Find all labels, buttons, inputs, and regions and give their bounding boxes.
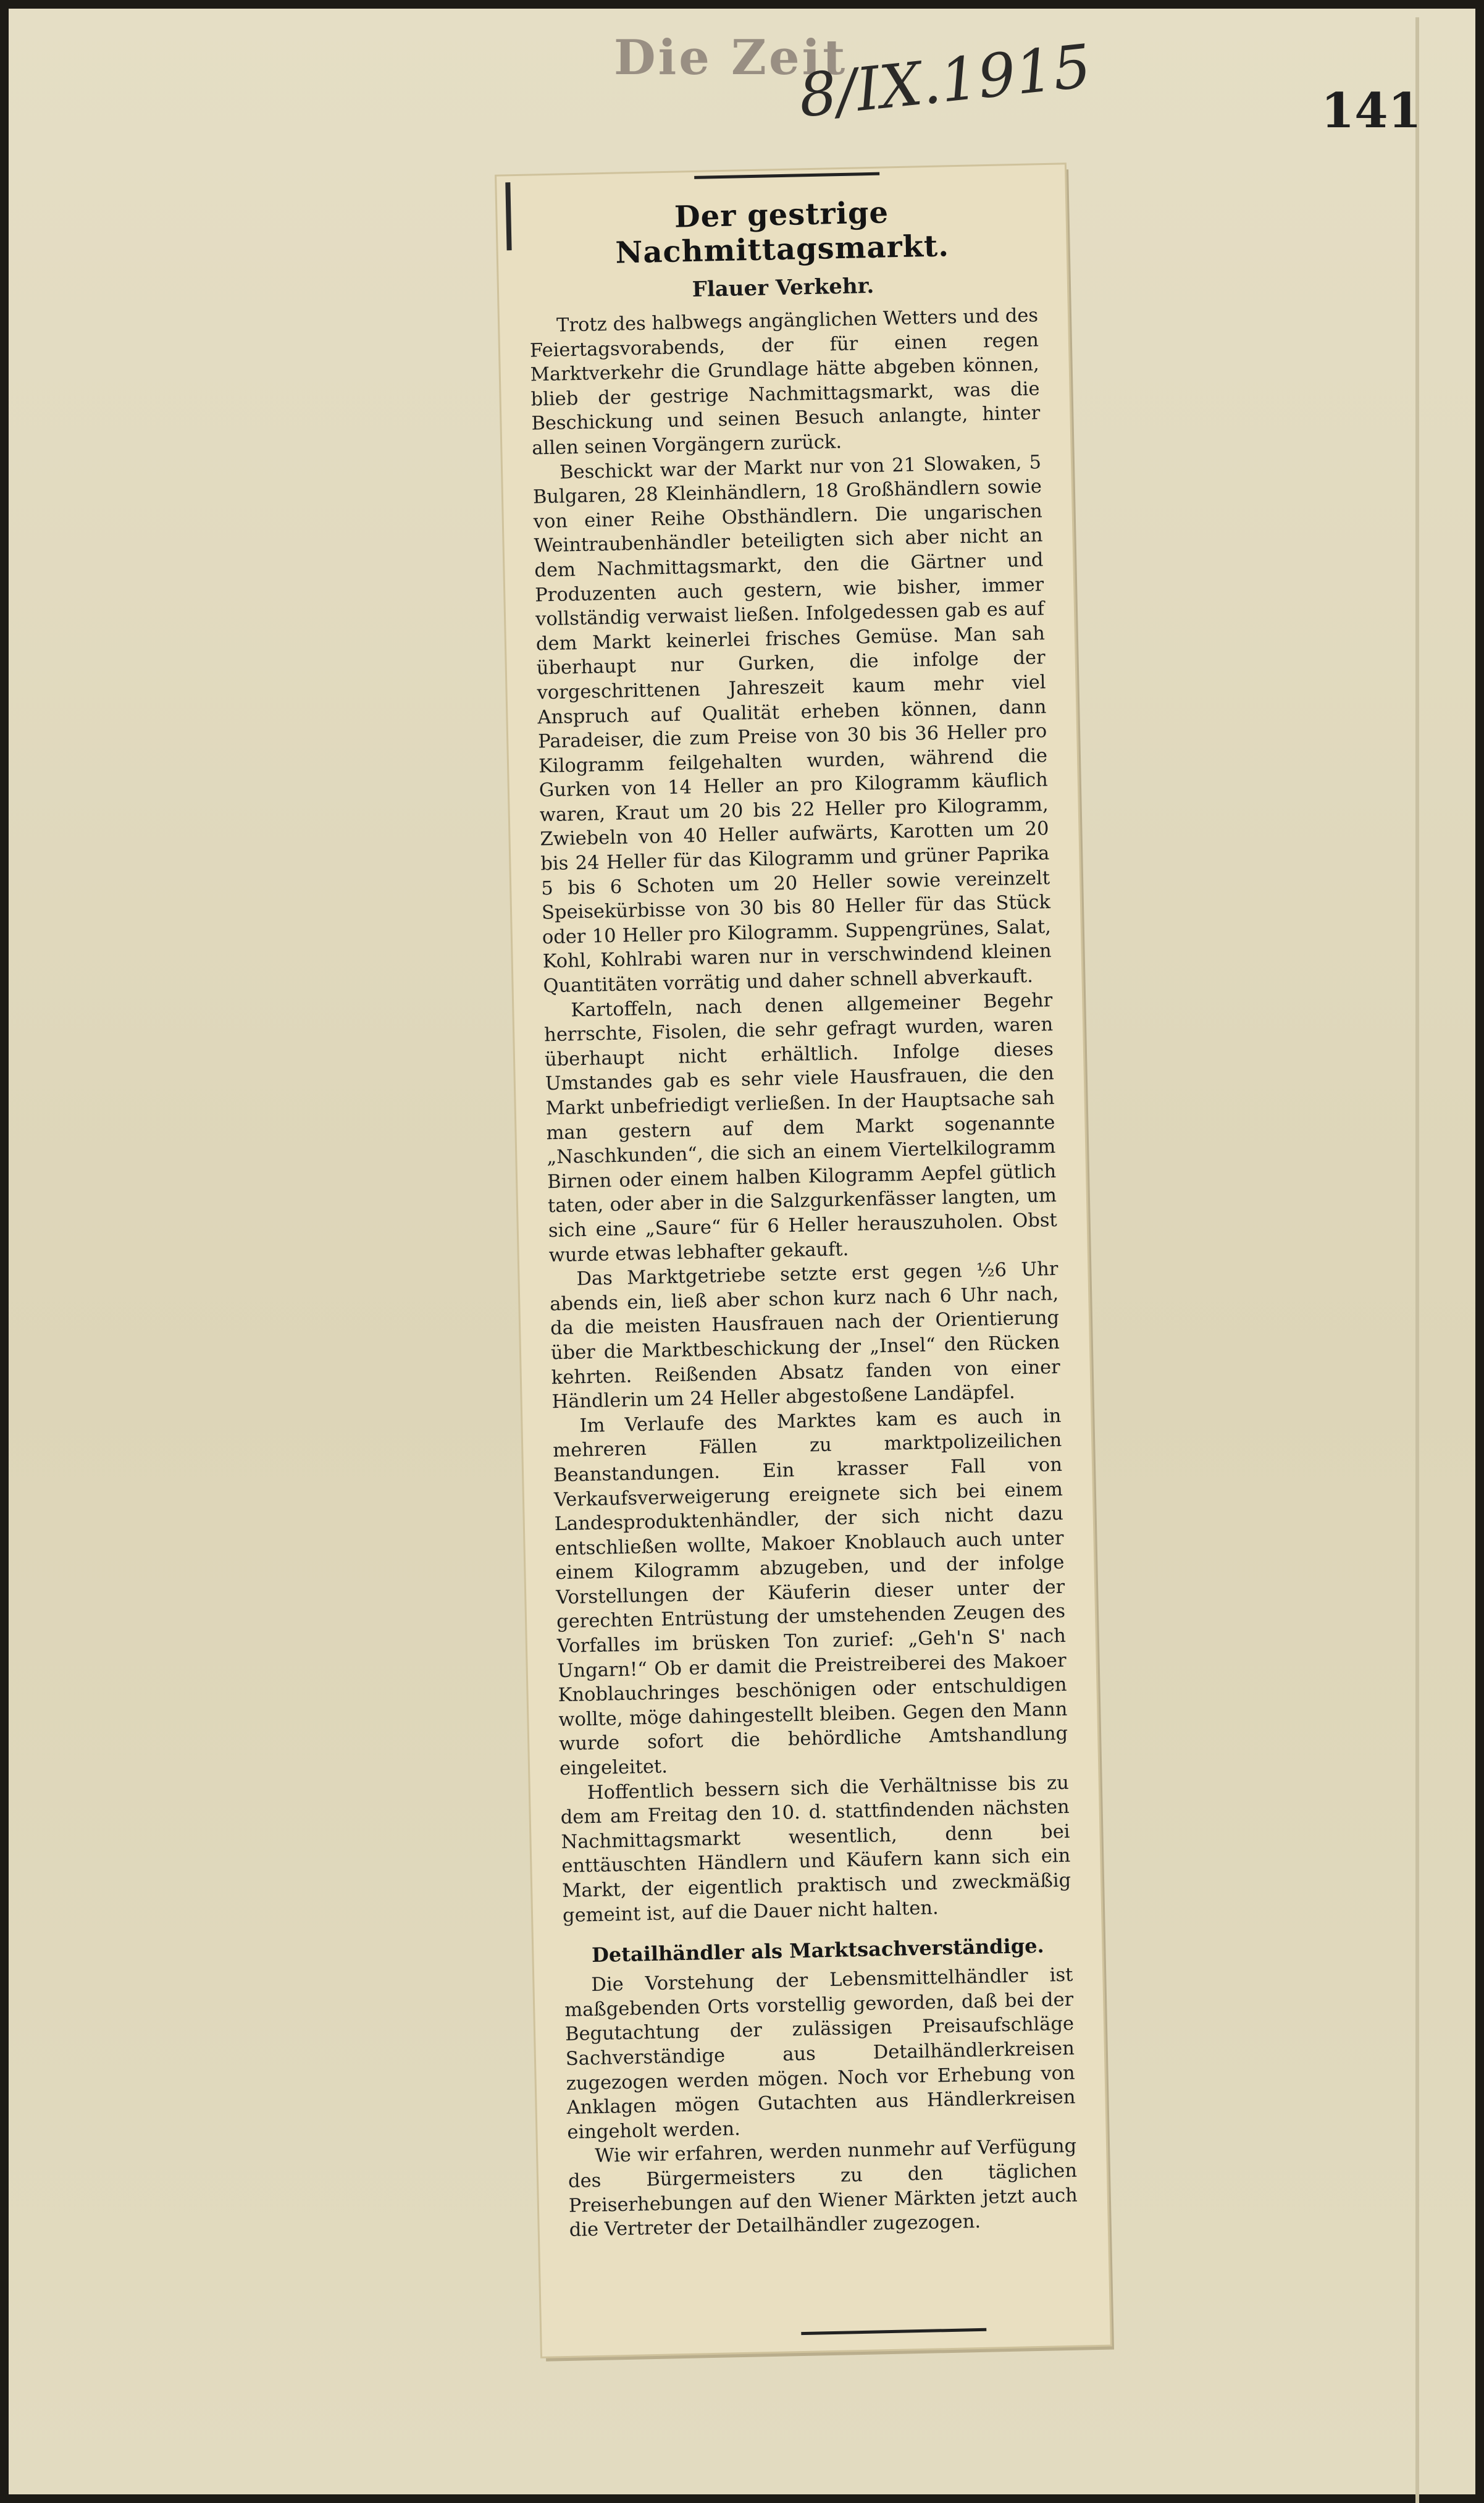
clipping-left-rule	[505, 182, 511, 250]
article-paragraph: Hoffentlich bessern sich die Verhältnisse bis zu dem am Freitag den 10. d. stattfindenden nächsten Nachmittagsmarkt wesentlich, denn bei enttäuschten Händlern und Käufern kann sich ein Markt, der eigentlich praktisch und zweckmäßig gemeint ist, auf die Dauer nicht halten.	[560, 1772, 1071, 1927]
article-body	[529, 303, 1072, 1928]
article-paragraph: Trotz des halbwegs angänglichen Wetters und des Feiertagsvorabends, der für einen regen Marktverkehr die Grundlage hätte abgeben können, blieb der gestrige Nachmittagsmarkt, was die Beschickung und seinen Besuch anlangte, hinter allen seinen Vorgängern zurück.	[529, 305, 1041, 460]
article-subheadline: Flauer Verkehr.	[692, 273, 874, 303]
article-paragraph: Im Verlaufe des Marktes kam es auch in mehreren Fällen zu marktpolizeilichen Beanstandungen. Ein krasser Fall von Verkaufsverweigerung ereignete sich bei einem Landesproduktenhändler, der sich nicht dazu entschließen wollte, Makoer Knoblauch auch unter einem Kilogramm abzugeben, und der infolge Vorstellungen der Käuferin dieser unter der gerechten Entrüstung der umstehenden Zeugen des Vorfalles im brüsken Ton zurief: „Geh'n S' nach Ungarn!“ Ob er damit die Preistreiberei des Makoer Knoblauchringes beschönigen oder entschuldigen wollte, möge dahingestellt bleiben. Gegen den Mann wurde sofort die behördliche Amtshandlung eingeleitet.	[552, 1405, 1068, 1780]
section-paragraph: Die Vorstehung der Lebensmittelhändler ist maßgebenden Orts vorstellig geworden, daß bei der Begutachtung der zulässigen Preisaufschläge Sachverständige aus Detailhändlerkreisen zugezogen werden mögen. Noch vor Erhebung von Anklagen mögen Gutachten aus Händlerkreisen eingeholt werden.	[564, 1964, 1076, 2143]
clipping-top-rule	[694, 172, 879, 179]
margin-rule	[1415, 17, 1419, 2503]
article-paragraph: Das Marktgetriebe setzte erst gegen ½6 Uhr abends ein, ließ aber schon kurz nach 6 Uhr nach, da die meisten Hausfrauen nach der Orientierung über die Marktbeschickung der „Insel“ den Rücken kehrten. Reißenden Absatz fanden von einer Händlerin um 24 Heller abgestoßene Landäpfel.	[549, 1258, 1061, 1413]
newspaper-stamp: Die Zeit	[614, 30, 848, 86]
section-heading: Detailhändler als Marktsachverständige.	[591, 1933, 1044, 1967]
handwritten-date: 8/IX.1915	[795, 31, 1094, 131]
newspaper-clipping	[497, 164, 1110, 2356]
clipping-bottom-rule	[801, 2328, 986, 2335]
article-paragraph: Kartoffeln, nach denen allgemeiner Begehr herrschte, Fisolen, die sehr gefragt wurden, waren überhaupt nicht erhältlich. Infolge dieses Umstandes gab es sehr viele Hausfrauen, die den Markt unbefriedigt verließen. In der Hauptsache sah man gestern auf dem Markt sogenannte „Naschkunden“, die sich an einem Viertelkilogramm Birnen oder einem halben Kilogramm Aepfel gütlich taten, oder aber in die Salzgurkenfässer langten, um sich eine „Saure“ für 6 Heller herauszuholen. Obst wurde etwas lebhafter gekauft.	[543, 989, 1058, 1266]
article-paragraph: Beschickt war der Markt nur von 21 Slowaken, 5 Bulgaren, 28 Kleinhändlern, 18 Großhändlern sowie von einer Reihe Obsthändlern. Die ungarischen Weintraubenhändler beteiligten sich aber nicht an dem Nachmittagsmarkt, den die Gärtner und Produzenten auch gestern, wie bisher, immer vollständig verwaist ließen. Infolgedessen gab es auf dem Markt keinerlei frisches Gemüse. Man sah überhaupt nur Gurken, die infolge der vorgeschrittenen Jahreszeit kaum mehr viel Anspruch auf Qualität erheben können, dann Paradeiser, die zum Preise von 30 bis 36 Heller pro Kilogramm feilgehalten wurden, während die Gurken von 14 Heller an pro Kilogramm käuflich waren, Kraut um 20 bis 22 Heller pro Kilogramm, Zwiebeln von 40 Heller aufwärts, Karotten um 20 bis 24 Heller für das Kilogramm und grüner Paprika 5 bis 6 Schoten um 20 Heller sowie vereinzelt Speisekürbisse von 30 bis 80 Heller für das Stück oder 10 Heller pro Kilogramm. Suppengrünes, Salat, Kohl, Kohlrabi waren nur in verschwindend kleinen Quantitäten vorrätig und daher schnell abverkauft.	[532, 451, 1052, 998]
section-paragraph: Wie wir erfahren, werden nunmehr auf Verfügung des Bürgermeisters zu den täglichen Preiserhebungen auf den Wiener Märkten jetzt auch die Vertreter der Detailhändler zugezogen.	[568, 2135, 1078, 2242]
page-number: 141	[1321, 83, 1422, 139]
section-body	[564, 1963, 1078, 2243]
article-headline: Der gestrige Nachmittagsmarkt.	[614, 195, 950, 271]
